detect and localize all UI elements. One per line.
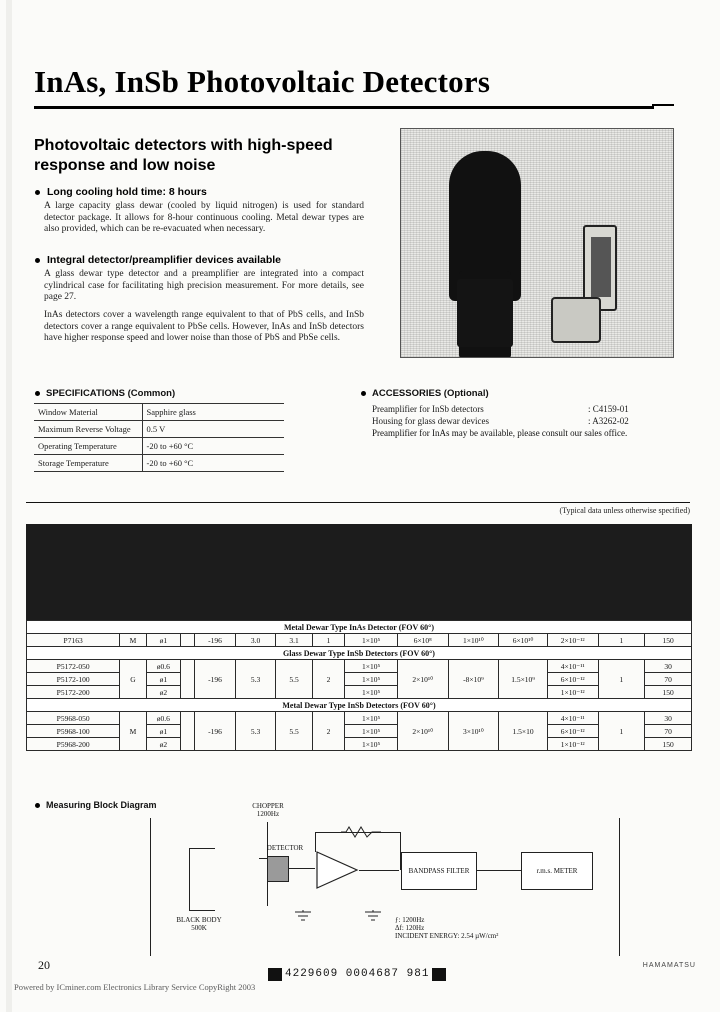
cell-cutoff: 5.5 (276, 660, 312, 699)
diagram-note-incident-energy: INCIDENT ENERGY: 2.54 µW/cm² (395, 932, 499, 940)
table-row (27, 634, 692, 647)
cell-dark: 1×10⁵ (345, 725, 398, 738)
feature-block-2 (34, 254, 364, 304)
cell-size: 2 (312, 712, 344, 751)
footer-code: HAMAMATSU (642, 962, 696, 969)
table-row (34, 404, 284, 421)
cell-rise: 1×10⁻¹² (547, 686, 598, 699)
barcode (268, 966, 498, 982)
feature-1-body: A large capacity glass dewar (cooled by liquid nitrogen) is used for standard detector package. It allows for 8-hour continuous cooling. Metal dewar types are also provided, which can be re-evacuated when necessary. (44, 201, 364, 234)
cell-response: 70 (645, 673, 692, 686)
section-divider (26, 502, 690, 503)
cell-dark: 1×10⁵ (345, 712, 398, 725)
table-row (34, 421, 284, 438)
cell-hold: 1 (598, 634, 645, 647)
table-group-row (27, 647, 692, 660)
accessories-heading: ACCESSORIES (Optional) (360, 388, 680, 399)
cell-area: ø1 (146, 634, 180, 647)
cell-area: ø1 (146, 673, 180, 686)
cell-peak: 3.0 (235, 634, 276, 647)
spec-key: Storage Temperature (34, 455, 142, 472)
cell-type: P5968-100 (27, 725, 120, 738)
accessories-note: Preamplifier for InAs may be available, please consult our sales office. (372, 428, 628, 438)
page-title: InAs, InSb Photovoltaic Detectors (34, 64, 491, 99)
feature-2-heading: Integral detector/preamplifier devices available (34, 254, 364, 266)
dewar-neck-illustration (457, 279, 513, 347)
spec-value: Sapphire glass (142, 404, 284, 421)
cell-temp: -196 (195, 634, 236, 647)
subheading: Photovoltaic detectors with high-speed response and low noise (34, 137, 333, 174)
cell-size: 1 (312, 634, 344, 647)
cell-temp: -196 (195, 660, 236, 699)
accessory-label: Preamplifier for InSb detectors (372, 404, 484, 414)
table-header-band (26, 524, 692, 620)
spec-key: Operating Temperature (34, 438, 142, 455)
ground-icon (293, 910, 313, 922)
spec-value: -20 to +60 °C (142, 455, 284, 472)
cell-hold: 1 (598, 712, 645, 751)
cell-size: 2 (312, 660, 344, 699)
cell-temp: -196 (195, 712, 236, 751)
cell-dstar: 3×10¹⁰ (448, 712, 499, 751)
diagram-note-bandwidth: Δf: 120Hz (395, 924, 425, 932)
cell-area: ø0.6 (146, 660, 180, 673)
cell-hold: 1 (598, 660, 645, 699)
cell-rise: 6×10⁻¹² (547, 673, 598, 686)
group-title: Metal Dewar Type InSb Detectors (FOV 60°) (27, 699, 692, 712)
cell-peak: 5.3 (235, 660, 276, 699)
cell-response: 30 (645, 660, 692, 673)
cell-area: ø1 (146, 725, 180, 738)
amplifier-output-wire (359, 870, 399, 871)
spec-value: -20 to +60 °C (142, 438, 284, 455)
blackbody-top (189, 848, 215, 849)
intro-paragraph: InAs detectors cover a wavelength range equivalent to that of PbS cells, and InSb detectors cover a range equivalent to PbSe cells. However, InAs and InSb detectors have higher response speed and lower noise than those of PbS and PbSe cells. (44, 310, 364, 343)
cell-dark: 1×10⁵ (345, 634, 398, 647)
product-photo (400, 128, 674, 358)
barcode-block-right (432, 968, 446, 981)
detector-can-illustration (551, 297, 601, 343)
filter-output-wire (477, 870, 521, 871)
cell-package: M (120, 634, 146, 647)
cell-cutoff: 5.5 (276, 712, 312, 751)
amplifier-icon (315, 850, 359, 890)
accessory-row (360, 403, 680, 415)
cell-dark: 1×10⁵ (345, 686, 398, 699)
cell-shunt: 2×10¹⁰ (397, 712, 448, 751)
cell-symbol (181, 712, 195, 751)
group-title: Glass Dewar Type InSb Detectors (FOV 60°) (27, 647, 692, 660)
cell-shunt: 6×10⁸ (397, 634, 448, 647)
ground-icon (363, 910, 383, 922)
cell-response: 30 (645, 712, 692, 725)
rms-meter-box: r.m.s. METER (521, 852, 593, 890)
cell-area: ø2 (146, 738, 180, 751)
bandpass-filter-box: BANDPASS FILTER (401, 852, 477, 890)
blackbody-bar (189, 848, 190, 910)
cell-nep: 6×10¹⁰ (499, 634, 548, 647)
cell-type: P5172-050 (27, 660, 120, 673)
photo-grain (401, 129, 673, 357)
page-left-edge (6, 0, 12, 1012)
cell-area: ø0.6 (146, 712, 180, 725)
detector-output-wire (289, 868, 315, 869)
feature-2-body: A glass dewar type detector and a preamplifier are integrated into a compact cylindrical case for facilitating high precision measurement. For more details, see page 27. (44, 269, 364, 302)
cell-type: P5172-200 (27, 686, 120, 699)
blackbody-label: BLACK BODY (176, 916, 222, 924)
cell-nep: 1.5×10⁹ (499, 660, 548, 699)
cell-response: 70 (645, 725, 692, 738)
table-row (34, 455, 284, 472)
title-rule-secondary (652, 104, 674, 106)
blackbody-bottom (189, 910, 215, 911)
cell-rise: 1×10⁻¹² (547, 738, 598, 751)
cell-area: ø2 (146, 686, 180, 699)
table-group-row (27, 621, 692, 634)
cell-dstar: 1×10¹⁰ (448, 634, 499, 647)
cell-rise: 2×10⁻¹² (547, 634, 598, 647)
blackbody-temperature-label: 500K (191, 924, 207, 932)
table-row (27, 712, 692, 725)
diagram-note-frequency: ƒ: 1200Hz (395, 916, 425, 924)
cell-type: P7163 (27, 634, 120, 647)
chopper-frequency-label: 1200Hz (256, 810, 280, 818)
spec-key: Maximum Reverse Voltage (34, 421, 142, 438)
detector-data-table (26, 524, 692, 751)
chopper-label: CHOPPER (252, 802, 284, 810)
group-title: Metal Dewar Type InAs Detector (FOV 60°) (27, 621, 692, 634)
resistor-icon (341, 826, 381, 838)
cell-rise: 4×10⁻¹¹ (547, 712, 598, 725)
cell-response: 150 (645, 738, 692, 751)
accessory-value: : C4159-01 (588, 404, 629, 414)
cell-dark: 1×10⁵ (345, 673, 398, 686)
cell-package: M (120, 712, 146, 751)
table-row (27, 660, 692, 673)
cell-type: P5968-050 (27, 712, 120, 725)
specifications-section (34, 388, 324, 472)
measuring-block-diagram (150, 802, 620, 956)
barcode-block-left (268, 968, 282, 981)
cell-package: G (120, 660, 146, 699)
cell-rise: 6×10⁻¹² (547, 725, 598, 738)
accessory-label: Housing for glass dewar devices (372, 416, 489, 426)
cell-dark: 1×10⁵ (345, 738, 398, 751)
feedback-wire-left (315, 832, 316, 852)
detector-specs-table (26, 620, 692, 751)
barcode-number: 4229609 0004687 981 (285, 968, 430, 980)
cell-type: P5172-100 (27, 673, 120, 686)
cell-nep: 1.5×10 (499, 712, 548, 751)
specifications-heading: SPECIFICATIONS (Common) (34, 388, 324, 399)
detector-element (267, 856, 289, 882)
cell-type: P5968-200 (27, 738, 120, 751)
accessory-value: : A3262-02 (588, 416, 629, 426)
intro-paragraph-block (44, 310, 364, 345)
accessory-row (360, 415, 680, 427)
cell-response: 150 (645, 634, 692, 647)
table-group-row (27, 699, 692, 712)
cell-symbol (181, 634, 195, 647)
accessories-section (360, 388, 680, 439)
feature-block-1 (34, 186, 364, 236)
spec-key: Window Material (34, 404, 142, 421)
cell-rise: 4×10⁻¹¹ (547, 660, 598, 673)
page-number: 20 (38, 958, 50, 972)
cell-dstar: -8×10⁹ (448, 660, 499, 699)
typical-data-note: (Typical data unless otherwise specified) (559, 506, 690, 515)
footer-credit: Powered by ICminer.com Electronics Library Service CopyRight 2003 (14, 982, 256, 992)
detector-label: DETECTOR (266, 844, 304, 852)
title-rule (34, 106, 654, 109)
table-row (34, 438, 284, 455)
specifications-table (34, 403, 284, 472)
spec-value: 0.5 V (142, 421, 284, 438)
block-diagram-heading: Measuring Block Diagram (34, 800, 157, 810)
cell-dark: 1×10⁵ (345, 660, 398, 673)
feature-1-heading: Long cooling hold time: 8 hours (34, 186, 364, 198)
cell-peak: 5.3 (235, 712, 276, 751)
cell-symbol (181, 660, 195, 699)
cell-response: 150 (645, 686, 692, 699)
cell-cutoff: 3.1 (276, 634, 312, 647)
cell-shunt: 2×10¹⁰ (397, 660, 448, 699)
